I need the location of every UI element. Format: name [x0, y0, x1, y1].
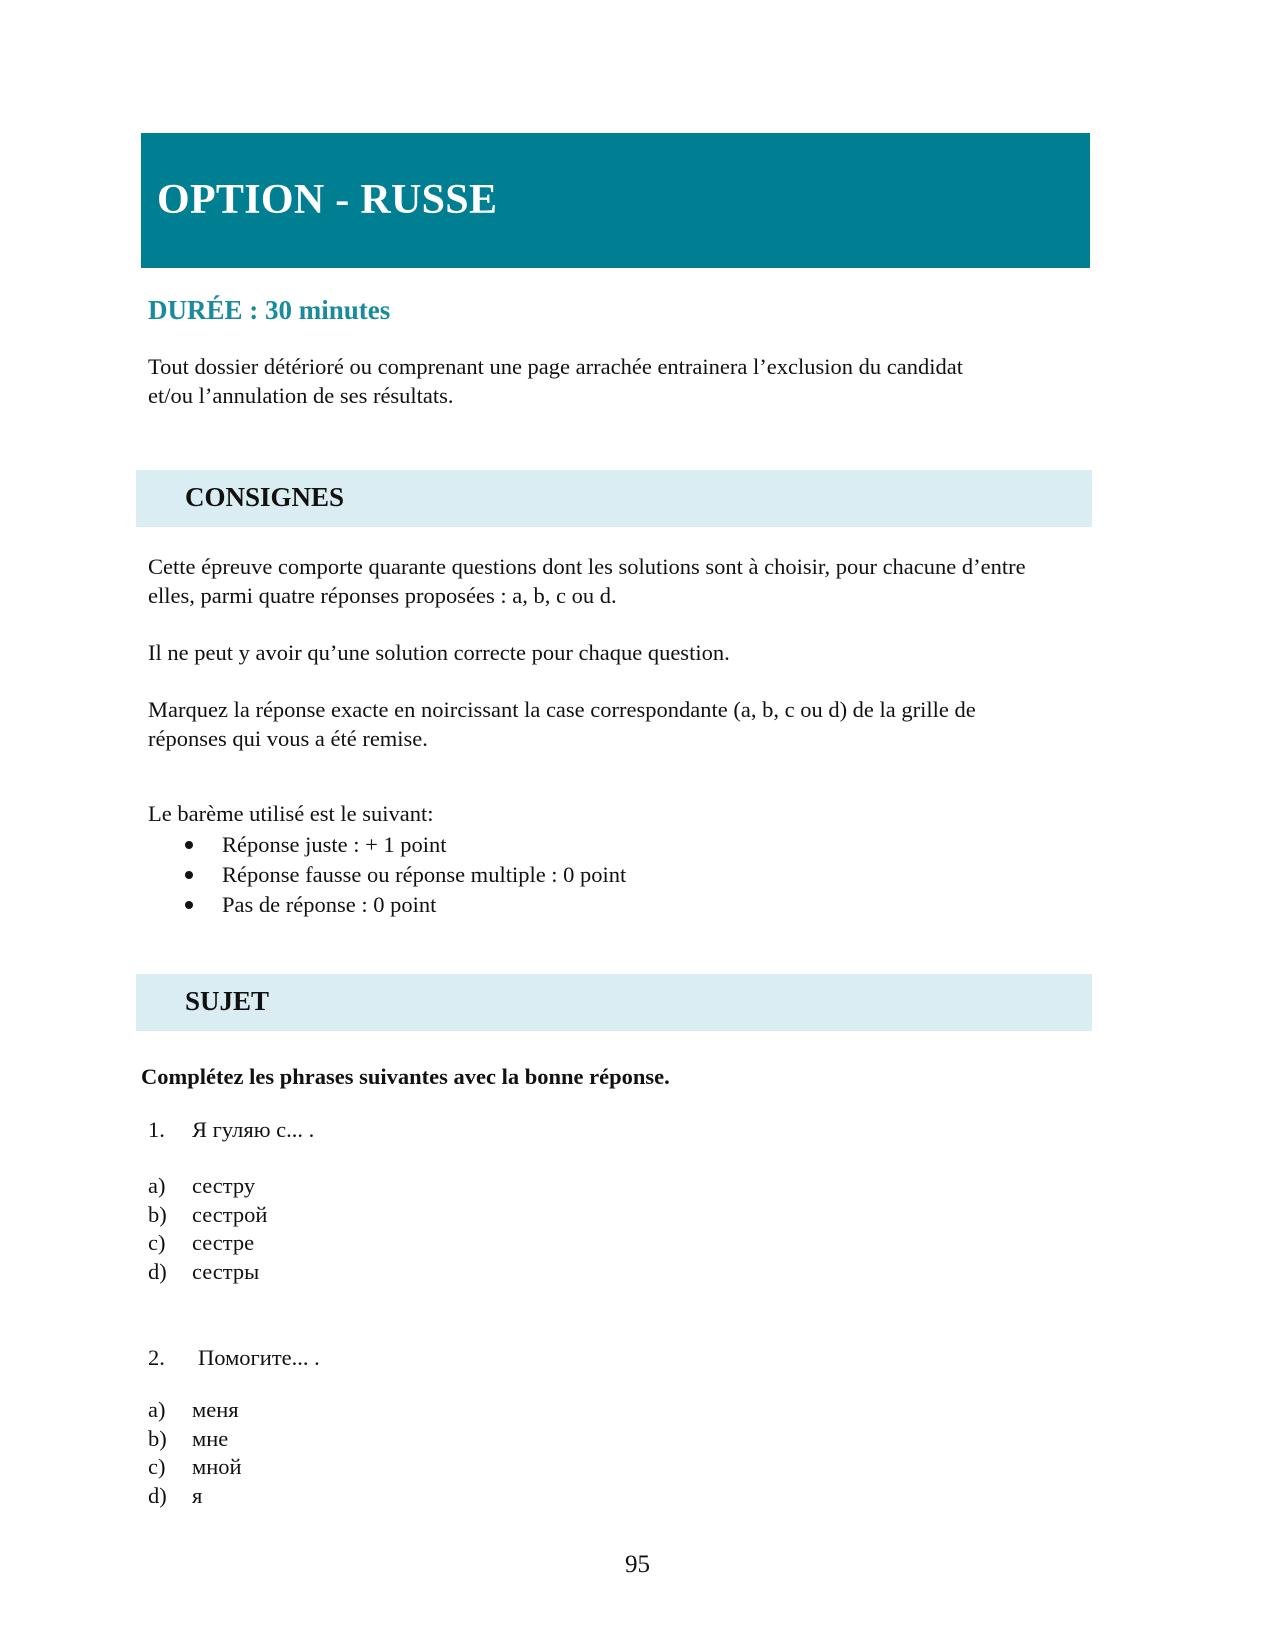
option-text: сестру	[192, 1173, 256, 1198]
bullet-icon	[185, 871, 193, 879]
question-number: 1.	[148, 1117, 165, 1142]
bareme-list	[148, 830, 626, 920]
consignes-title: CONSIGNES	[185, 482, 345, 512]
bareme-item	[148, 860, 626, 890]
option-letter: c)	[148, 1230, 166, 1255]
consignes-header	[136, 470, 1092, 527]
option-letter: b)	[148, 1201, 167, 1227]
bullet-icon	[185, 841, 193, 849]
question-number: 2.	[148, 1345, 165, 1370]
option-text: сестры	[192, 1258, 260, 1284]
consignes-para-1-line-2: elles, parmi quatre réponses proposées : a, b, c ou d.	[148, 583, 617, 608]
bareme-item-text: Réponse juste : + 1 point	[222, 832, 447, 857]
option-letter: b)	[148, 1425, 167, 1451]
option-text: сестре	[192, 1230, 255, 1255]
option-letter: a)	[148, 1397, 166, 1422]
option-letter: c)	[148, 1454, 166, 1479]
sujet-title: SUJET	[185, 986, 270, 1016]
sujet-instruction: Complétez les phrases suivantes avec la bonne réponse.	[141, 1064, 670, 1089]
bareme-item	[148, 890, 626, 920]
warning-line-1: Tout dossier détérioré ou comprenant une page arrachée entrainera l’exclusion du candidat	[148, 354, 963, 379]
bullet-icon	[185, 901, 193, 909]
bareme-intro: Le barème utilisé est le suivant:	[148, 801, 434, 826]
question-1	[148, 1117, 315, 1142]
exam-duration: DURÉE : 30 minutes	[148, 295, 391, 325]
bareme-item-text: Pas de réponse : 0 point	[222, 892, 437, 917]
page-number: 95	[625, 1551, 650, 1578]
consignes-para-3-line-2: réponses qui vous a été remise.	[148, 726, 428, 751]
option-text: мной	[192, 1454, 242, 1479]
option-text: сестрой	[192, 1201, 268, 1227]
consignes-para-1-line-1: Cette épreuve comporte quarante questions dont les solutions sont à choisir, pour chacune d’entre	[148, 554, 1026, 579]
option-text: мне	[192, 1425, 229, 1451]
option-text: я	[192, 1482, 203, 1508]
option-text: меня	[192, 1397, 239, 1422]
sujet-header	[136, 974, 1092, 1031]
page-title: OPTION - RUSSE	[157, 177, 498, 223]
consignes-para-2: Il ne peut y avoir qu’une solution correcte pour chaque question.	[148, 640, 730, 665]
bareme-item	[148, 830, 626, 860]
bareme-item-text: Réponse fausse ou réponse multiple : 0 point	[222, 862, 627, 887]
question-text: Я гуляю с... .	[192, 1117, 315, 1142]
warning-line-2: et/ou l’annulation de ses résultats.	[148, 383, 454, 408]
consignes-para-3-line-1: Marquez la réponse exacte en noircissant la case correspondante (a, b, c ou d) de la grille de	[148, 697, 976, 722]
title-banner	[141, 133, 1090, 268]
option-letter: a)	[148, 1173, 166, 1198]
question-2	[148, 1345, 320, 1370]
question-text: Помогите... .	[198, 1345, 320, 1370]
option-letter: d)	[148, 1482, 167, 1508]
option-letter: d)	[148, 1258, 167, 1284]
